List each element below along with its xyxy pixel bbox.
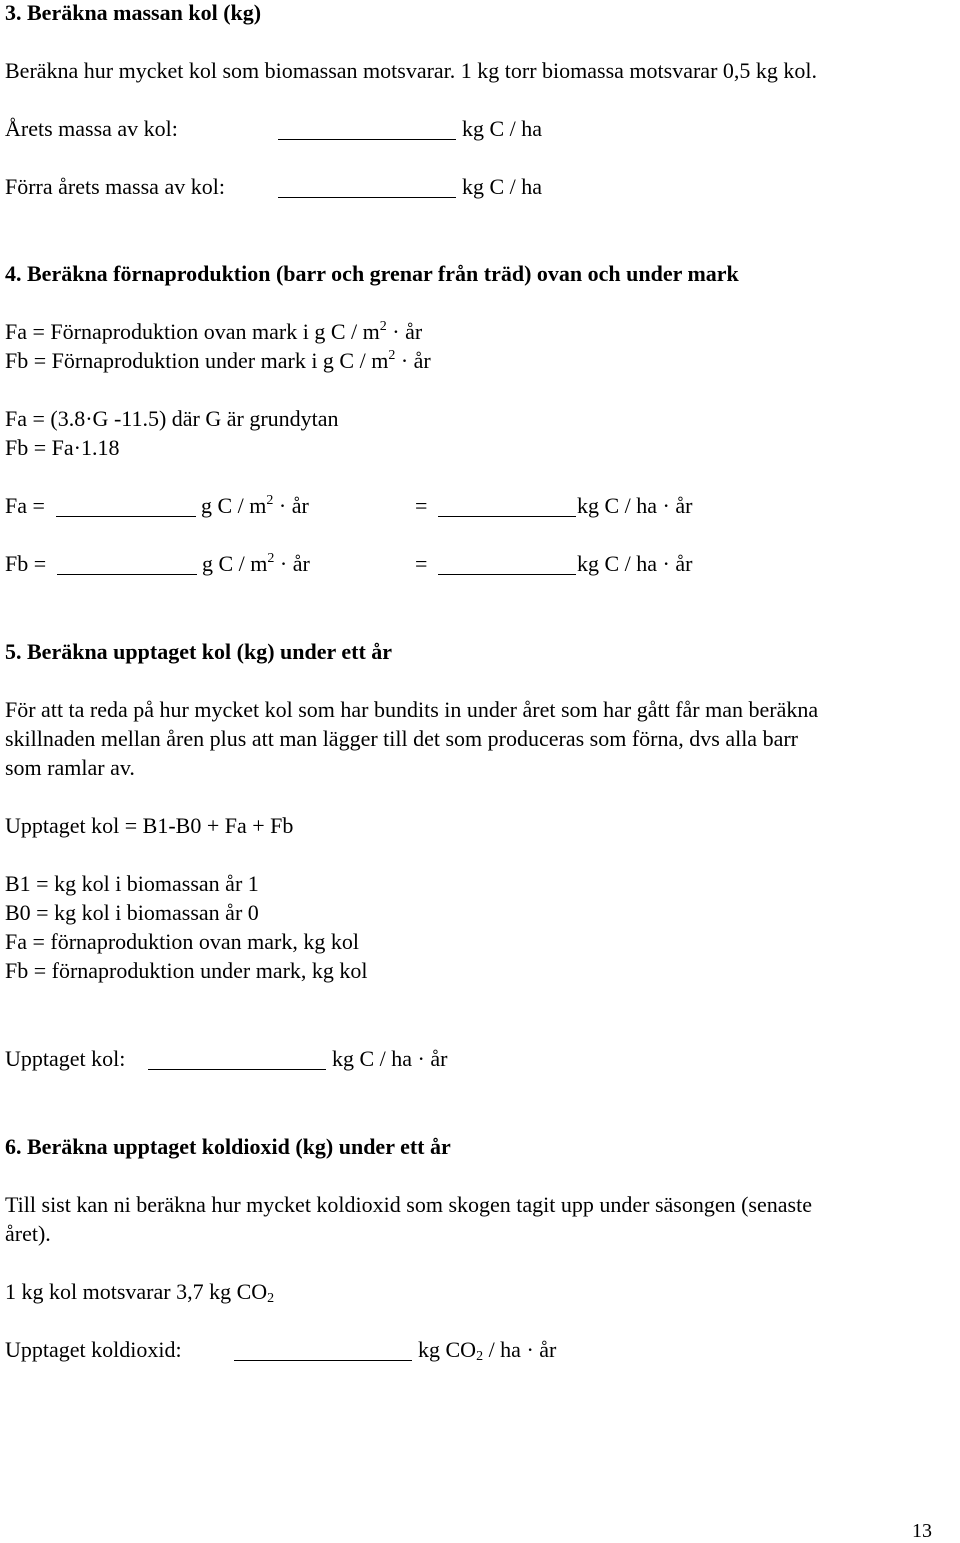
fa-gc-blank[interactable] — [56, 516, 196, 517]
fb-kg-unit: kg C / ha · år — [577, 551, 693, 576]
co2-conversion: 1 kg kol motsvarar 3,7 kg $CO_2$ — [5, 1279, 275, 1306]
fb-equals: = — [415, 551, 428, 576]
section-6-para-line-1: Till sist kan ni beräkna hur mycket koldioxid som skogen tagit upp under säsongen (senaste — [5, 1192, 812, 1217]
annual-carbon-label: Årets massa av kol: — [5, 116, 178, 141]
section-3-heading: 3. Beräkna massan kol (kg) — [5, 0, 262, 25]
fb-calc-label: Fb = — [5, 551, 47, 576]
section-3-intro: Beräkna hur mycket kol som biomassan motsvarar. 1 kg torr biomassa motsvarar 0,5 kg kol. — [5, 58, 818, 83]
fb-gc-blank[interactable] — [57, 574, 197, 575]
section-6-para-line-2: året). — [5, 1221, 51, 1246]
co2-uptake-label: Upptaget koldioxid: — [5, 1337, 182, 1362]
fb-definition: Fb = Förnaproduktion under mark i g C / $m^2$ · år — [5, 348, 431, 373]
annual-carbon-blank[interactable] — [278, 139, 456, 140]
fb-gc-unit: g C / $m^2$ · år — [202, 551, 310, 576]
fa-kg-blank[interactable] — [438, 516, 576, 517]
b1-definition: B1 = kg kol i biomassan år 1 — [5, 871, 259, 896]
fa-definition: Fa = Förnaproduktion ovan mark i g C / $m^2$ · år — [5, 319, 423, 344]
section-4-heading: 4. Beräkna förnaproduktion (barr och grenar från träd) ovan och under mark — [5, 261, 739, 286]
section-5-para-line-2: skillnaden mellan åren plus att man lägger till det som produceras som förna, dvs alla barr — [5, 726, 798, 751]
page-number: 13 — [912, 1520, 932, 1542]
b0-definition: B0 = kg kol i biomassan år 0 — [5, 900, 259, 925]
fa-gc-unit: g C / $m^2$ · år — [201, 493, 309, 518]
section-5-para-line-1: För att ta reda på hur mycket kol som har bundits in under året som har gått får man beräkna — [5, 697, 819, 722]
section-5-para-line-3: som ramlar av. — [5, 755, 135, 780]
section-6-heading: 6. Beräkna upptaget koldioxid (kg) under ett år — [5, 1134, 451, 1159]
carbon-uptake-label: Upptaget kol: — [5, 1046, 126, 1071]
fa-equals: = — [415, 493, 428, 518]
co2-uptake-unit: kg $CO_2$ / ha · år — [418, 1337, 557, 1364]
fb-kg-blank[interactable] — [438, 574, 576, 575]
previous-carbon-label: Förra årets massa av kol: — [5, 174, 225, 199]
section-5-heading: 5. Beräkna upptaget kol (kg) under ett år — [5, 639, 393, 664]
previous-carbon-blank[interactable] — [278, 197, 456, 198]
previous-carbon-unit: kg C / ha — [462, 174, 543, 199]
fb-formula: Fb = Fa·1.18 — [5, 435, 120, 460]
carbon-uptake-blank[interactable] — [148, 1069, 326, 1070]
co2-uptake-blank[interactable] — [234, 1360, 412, 1361]
fb-kg-definition: Fb = förnaproduktion under mark, kg kol — [5, 958, 368, 983]
fa-formula: Fa = (3.8·G -11.5) där G är grundytan — [5, 406, 339, 431]
carbon-uptake-unit: kg C / ha · år — [332, 1046, 448, 1071]
uptake-formula: Upptaget kol = B1-B0 + Fa + Fb — [5, 813, 294, 838]
annual-carbon-unit: kg C / ha — [462, 116, 543, 141]
fa-kg-unit: kg C / ha · år — [577, 493, 693, 518]
fa-kg-definition: Fa = förnaproduktion ovan mark, kg kol — [5, 929, 359, 954]
fa-calc-label: Fa = — [5, 493, 45, 518]
